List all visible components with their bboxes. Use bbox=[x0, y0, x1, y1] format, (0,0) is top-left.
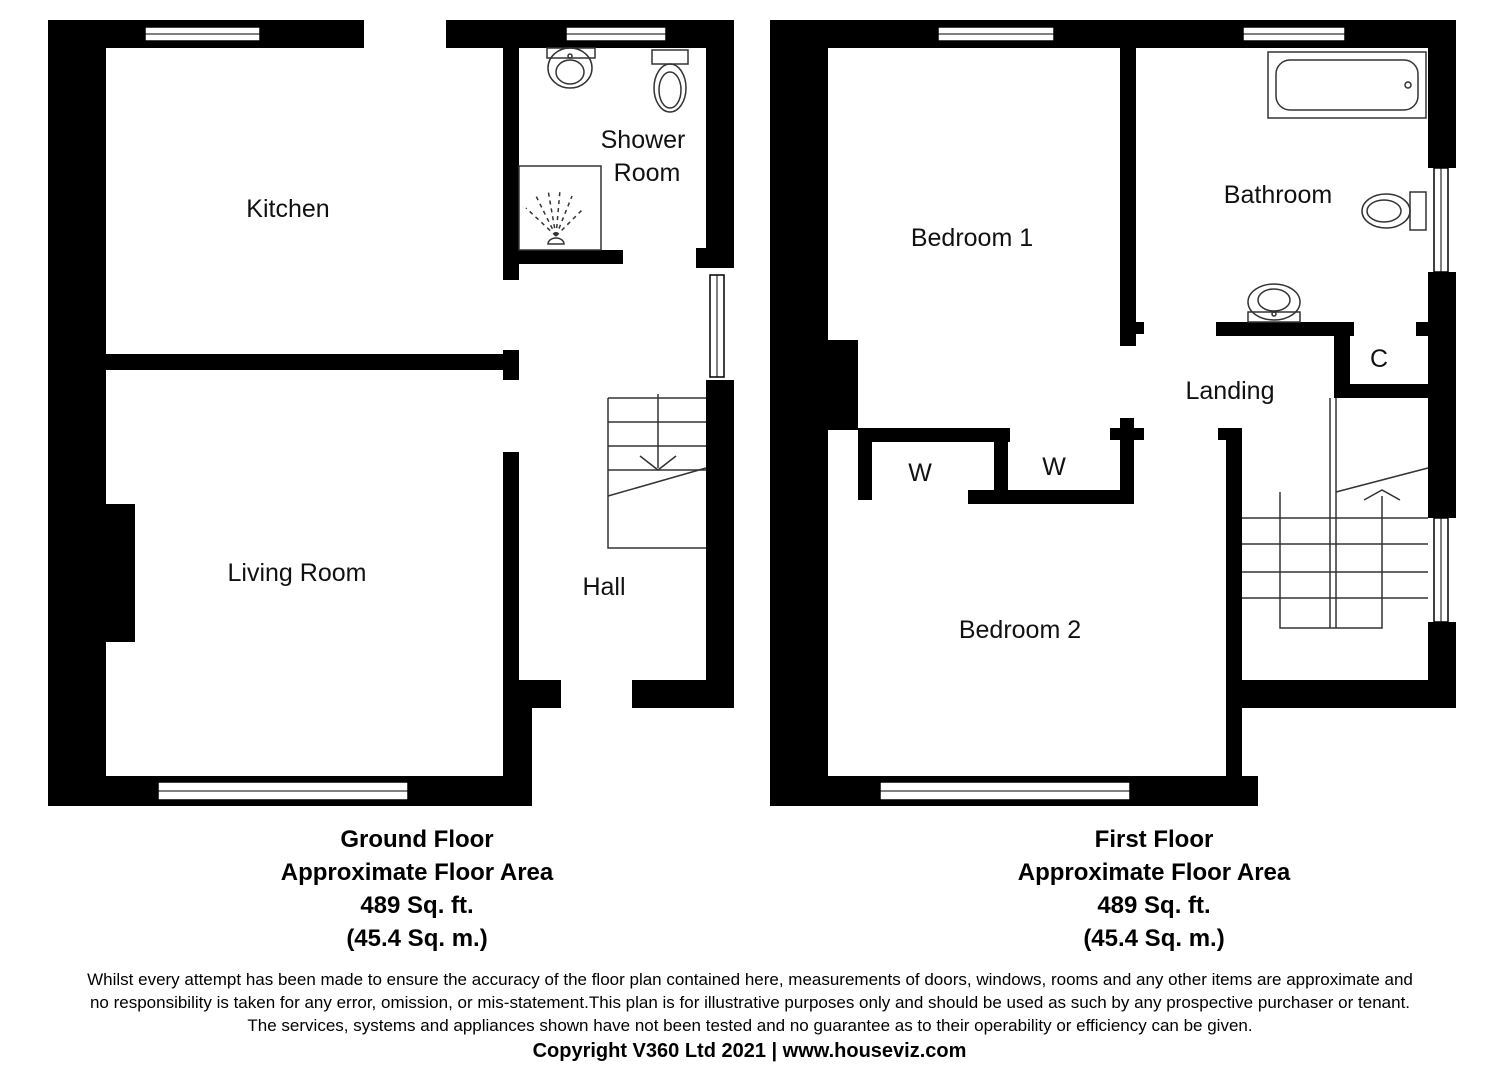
ground-floor-caption bbox=[217, 823, 617, 955]
first-floor-plan bbox=[770, 20, 1456, 806]
copyright: Copyright V360 Ltd 2021 | www.houseviz.com bbox=[532, 1040, 967, 1062]
toilet-icon bbox=[652, 50, 688, 112]
first-room-labels bbox=[908, 181, 1388, 644]
room-label-wardrobe2: W bbox=[1042, 453, 1066, 481]
first-floor-area-sqft: 489 Sq. ft. bbox=[1097, 892, 1211, 919]
room-label-bedroom1: Bedroom 1 bbox=[910, 224, 1034, 252]
disclaimer-line1: Whilst every attempt has been made to ensure the accuracy of the floor plan contained here, measurements of doors, windows, rooms and any other items are approximate and bbox=[87, 970, 1413, 989]
ground-floor-area-sqft: 489 Sq. ft. bbox=[360, 892, 474, 919]
room-label-wardrobe1: W bbox=[908, 459, 932, 487]
room-label-shower-room-line1: Shower bbox=[600, 126, 686, 154]
first-floor-area-sqm: (45.4 Sq. m.) bbox=[1083, 925, 1225, 952]
room-label-cupboard: C bbox=[1369, 345, 1389, 373]
ground-floor-plan bbox=[48, 20, 734, 806]
ground-floor-name: Ground Floor bbox=[340, 826, 494, 853]
disclaimer bbox=[30, 968, 1470, 1037]
disclaimer-line2: no responsibility is taken for any error, omission, or mis-statement.This plan is for illustrative purposes only and should be used as such by any prospective purchaser or tenant. bbox=[89, 993, 1411, 1012]
bathroom-toilet-icon bbox=[1362, 192, 1426, 230]
basin-icon bbox=[547, 48, 595, 88]
shower-tray-icon bbox=[519, 166, 601, 250]
room-label-bedroom2: Bedroom 2 bbox=[958, 616, 1082, 644]
room-label-bathroom: Bathroom bbox=[1223, 181, 1333, 209]
first-floor-area-label: Approximate Floor Area bbox=[1017, 859, 1291, 886]
ground-floor-area-label: Approximate Floor Area bbox=[280, 859, 554, 886]
ground-stairs-icon bbox=[608, 394, 706, 548]
bath-icon bbox=[1268, 52, 1426, 118]
room-label-kitchen: Kitchen bbox=[246, 195, 330, 223]
first-floor-name: First Floor bbox=[1094, 826, 1214, 853]
room-label-hall: Hall bbox=[582, 573, 626, 601]
room-label-shower-room-line2: Room bbox=[613, 159, 681, 187]
first-floor-caption bbox=[954, 823, 1354, 955]
bathroom-basin-icon bbox=[1248, 284, 1300, 322]
ground-floor-area-sqm: (45.4 Sq. m.) bbox=[346, 925, 488, 952]
room-label-landing: Landing bbox=[1185, 377, 1275, 405]
first-stairs-icon bbox=[1242, 398, 1428, 628]
room-label-living-room: Living Room bbox=[227, 559, 367, 587]
disclaimer-line3: The services, systems and appliances shown have not been tested and no guarantee as to their operability or efficiency can be given. bbox=[247, 1016, 1253, 1035]
first-floor-walls bbox=[770, 20, 1456, 806]
